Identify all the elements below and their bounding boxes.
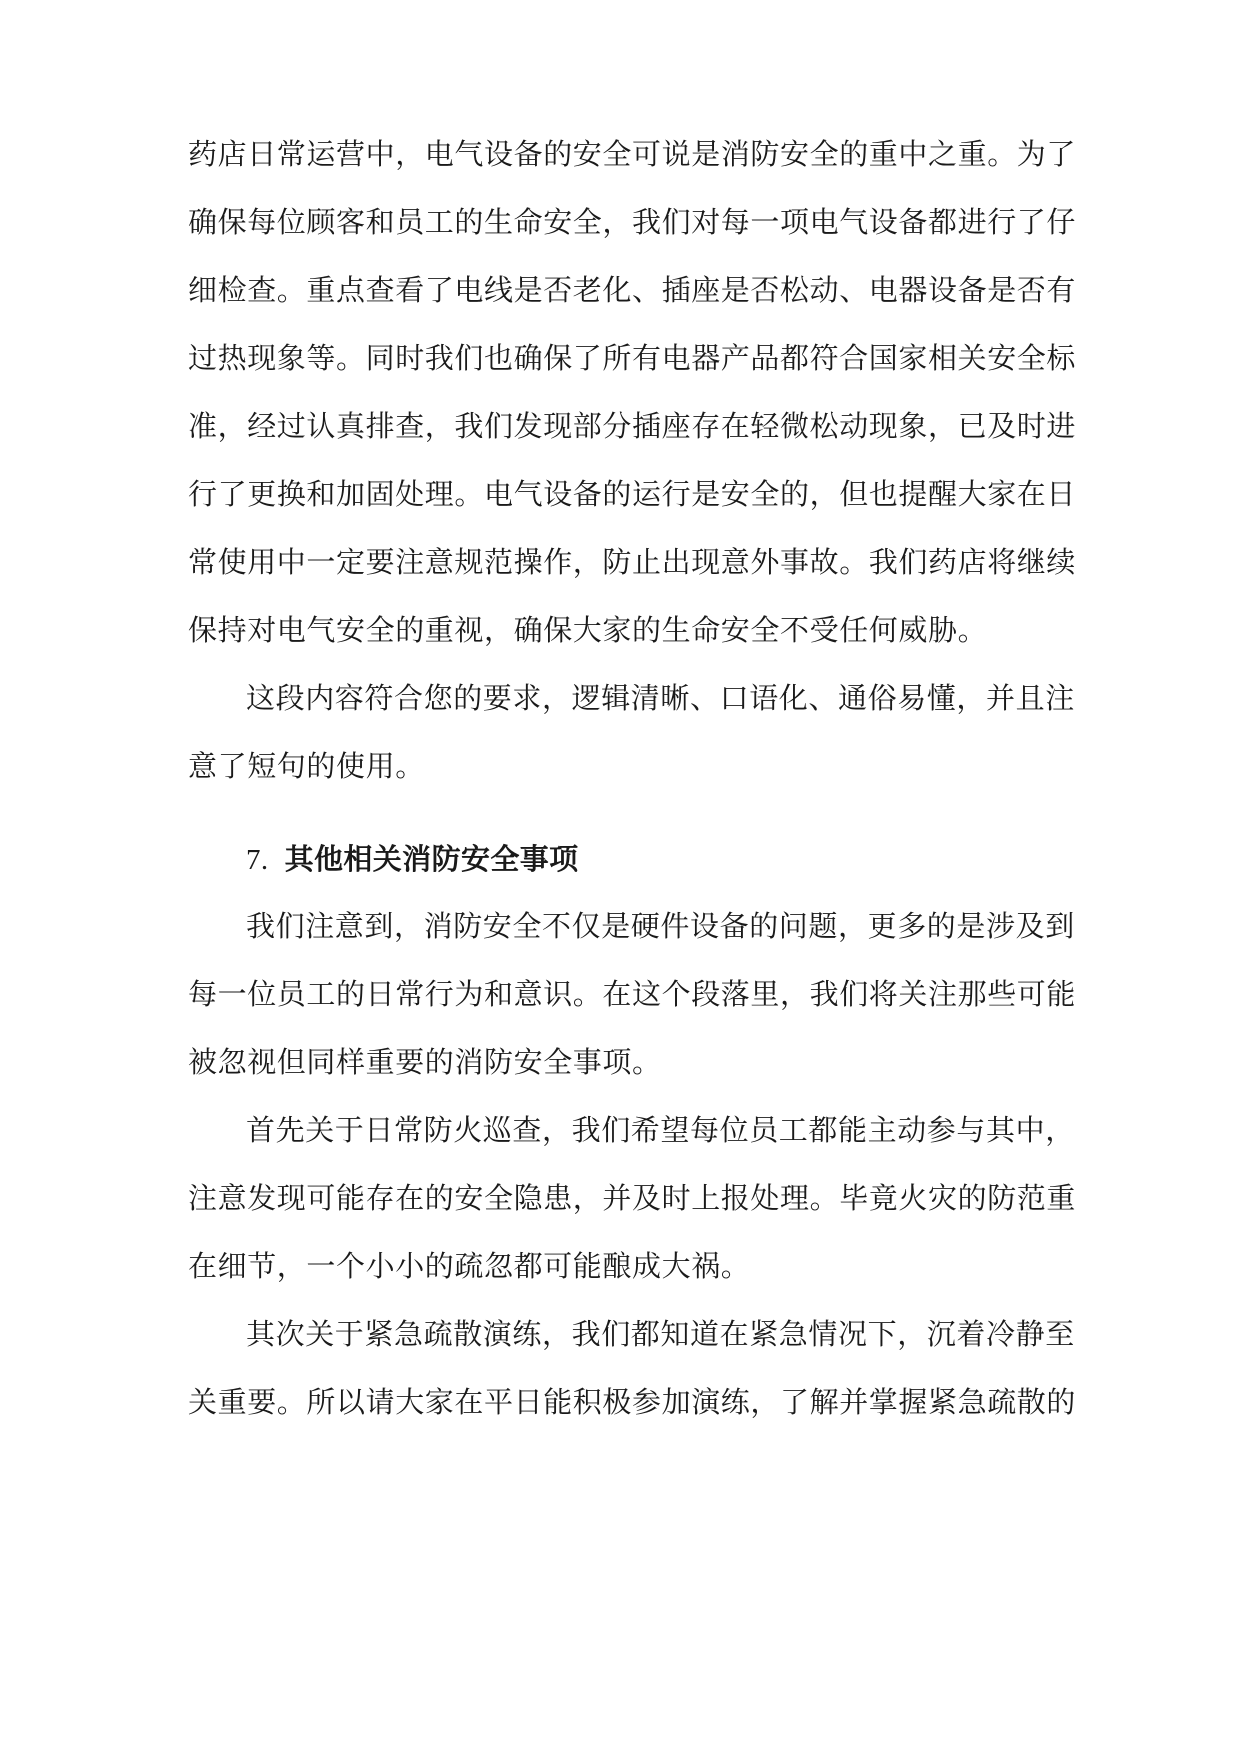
text-line: 药店日常运营中，电气设备的安全可说是消防安全的重中之重。为了 [188,137,1077,171]
text-line: 细检查。重点查看了电线是否老化、插座是否松动、电器设备是否有 [188,273,1077,307]
text-line: 过热现象等。同时我们也确保了所有电器产品都符合国家相关安全标 [188,341,1077,375]
section-heading [246,839,579,880]
text-line: 确保每位顾客和员工的生命安全，我们对每一项电气设备都进行了仔 [188,205,1077,239]
text-line: 其次关于紧急疏散演练，我们都知道在紧急情况下，沉着冷静至 [246,1317,1075,1351]
section-title: 其他相关消防安全事项 [284,842,579,876]
text-line: 在细节，一个小小的疏忽都可能酿成大祸。 [188,1249,751,1283]
text-line: 每一位员工的日常行为和意识。在这个段落里，我们将关注那些可能 [188,977,1077,1011]
text-line: 关重要。所以请大家在平日能积极参加演练，了解并掌握紧急疏散的 [188,1385,1077,1419]
text-line: 保持对电气安全的重视，确保大家的生命安全不受任何威胁。 [188,613,988,647]
text-line: 我们注意到，消防安全不仅是硬件设备的问题，更多的是涉及到 [246,909,1075,943]
text-line: 注意发现可能存在的安全隐患，并及时上报处理。毕竟火灾的防范重 [188,1181,1077,1215]
text-line: 被忽视但同样重要的消防安全事项。 [188,1045,662,1079]
section-number: 7. [246,844,269,876]
text-line: 意了短句的使用。 [188,749,425,783]
text-line: 首先关于日常防火巡查，我们希望每位员工都能主动参与其中， [246,1113,1075,1147]
text-line: 行了更换和加固处理。电气设备的运行是安全的，但也提醒大家在日 [188,477,1077,511]
text-line: 准，经过认真排查，我们发现部分插座存在轻微松动现象，已及时进 [188,409,1077,443]
text-line: 这段内容符合您的要求，逻辑清晰、口语化、通俗易懂，并且注 [246,681,1075,715]
text-line: 常使用中一定要注意规范操作，防止出现意外事故。我们药店将继续 [188,545,1077,579]
